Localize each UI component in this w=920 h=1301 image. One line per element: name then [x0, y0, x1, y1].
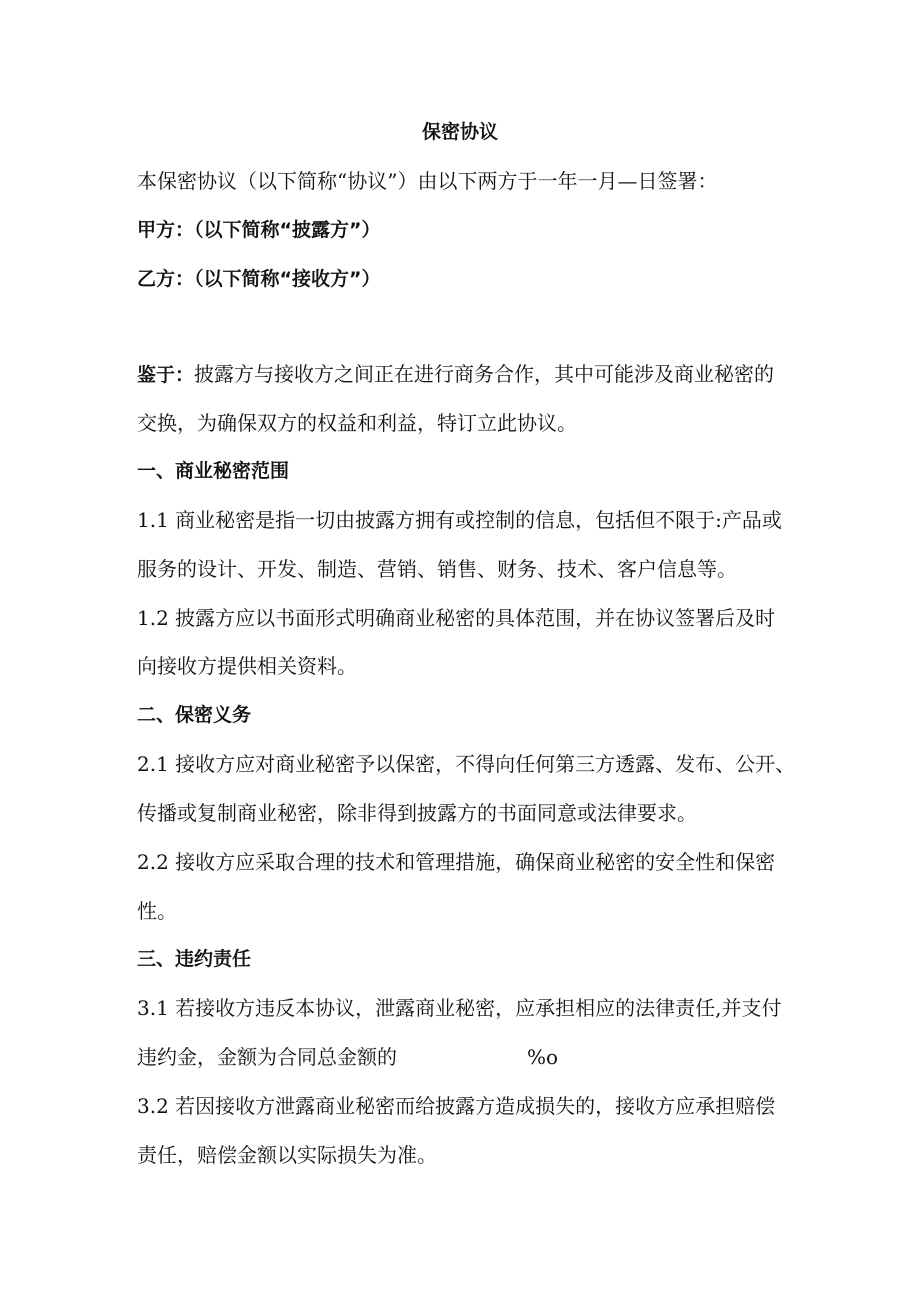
penalty-text: 违约金，金额为合同总金额的: [137, 1045, 397, 1069]
clause-2-2-line-1: 2.2 接收方应采取合理的技术和管理措施，确保商业秘密的安全性和保密: [137, 850, 776, 874]
clause-3-2-line-2: 责任，赔偿金额以实际损失为准。: [137, 1143, 437, 1167]
clause-1-2-line-2: 向接收方提供相关资料。: [137, 654, 357, 678]
intro-text: 本保密协议（以下简称“协议”）由以下两方于一年一月—日签署：: [137, 169, 718, 193]
party-a: 甲方：（以下简称“披露方”）: [137, 219, 381, 241]
clause-3-1-line-2: [137, 1043, 558, 1071]
section-3-heading: 三、违约责任: [137, 948, 252, 970]
clause-1-1-line-1: 1.1 商业秘密是指一切由披露方拥有或控制的信息，包括但不限于:产品或: [137, 508, 782, 532]
clause-2-1-line-2: 传播或复制商业秘密，除非得到披露方的书面同意或法律要求。: [137, 801, 697, 825]
penalty-unit: %o: [527, 1045, 559, 1069]
clause-3-1-line-1: 3.1 若接收方违反本协议，泄露商业秘密，应承担相应的法律责任,并支付: [137, 996, 782, 1020]
clause-3-2-line-1: 3.2 若因接收方泄露商业秘密而给披露方造成损失的，接收方应承担赔偿: [137, 1094, 776, 1118]
section-2-heading: 二、保密义务: [137, 704, 252, 726]
whereas-line-1: 披露方与接收方之间正在进行商务合作，其中可能涉及商业秘密的: [194, 362, 775, 386]
whereas-paragraph: [137, 360, 774, 389]
clause-2-1-line-1: 2.1 接收方应对商业秘密予以保密，不得向任何第三方透露、发布、公开、: [137, 752, 796, 776]
document-title: 保密协议: [421, 121, 498, 143]
whereas-line-2: 交换，为确保双方的权益和利益，特订立此协议。: [137, 411, 577, 435]
clause-1-2-line-1: 1.2 披露方应以书面形式明确商业秘密的具体范围，并在协议签署后及时: [137, 606, 776, 630]
clause-1-1-line-2: 服务的设计、开发、制造、营销、销售、财务、技术、客户信息等。: [137, 557, 737, 581]
clause-2-2-line-2: 性。: [137, 899, 177, 923]
party-b: 乙方：（以下简称“接收方”）: [137, 268, 381, 290]
whereas-label: 鉴于：: [137, 364, 195, 386]
section-1-heading: 一、商业秘密范围: [137, 460, 290, 482]
